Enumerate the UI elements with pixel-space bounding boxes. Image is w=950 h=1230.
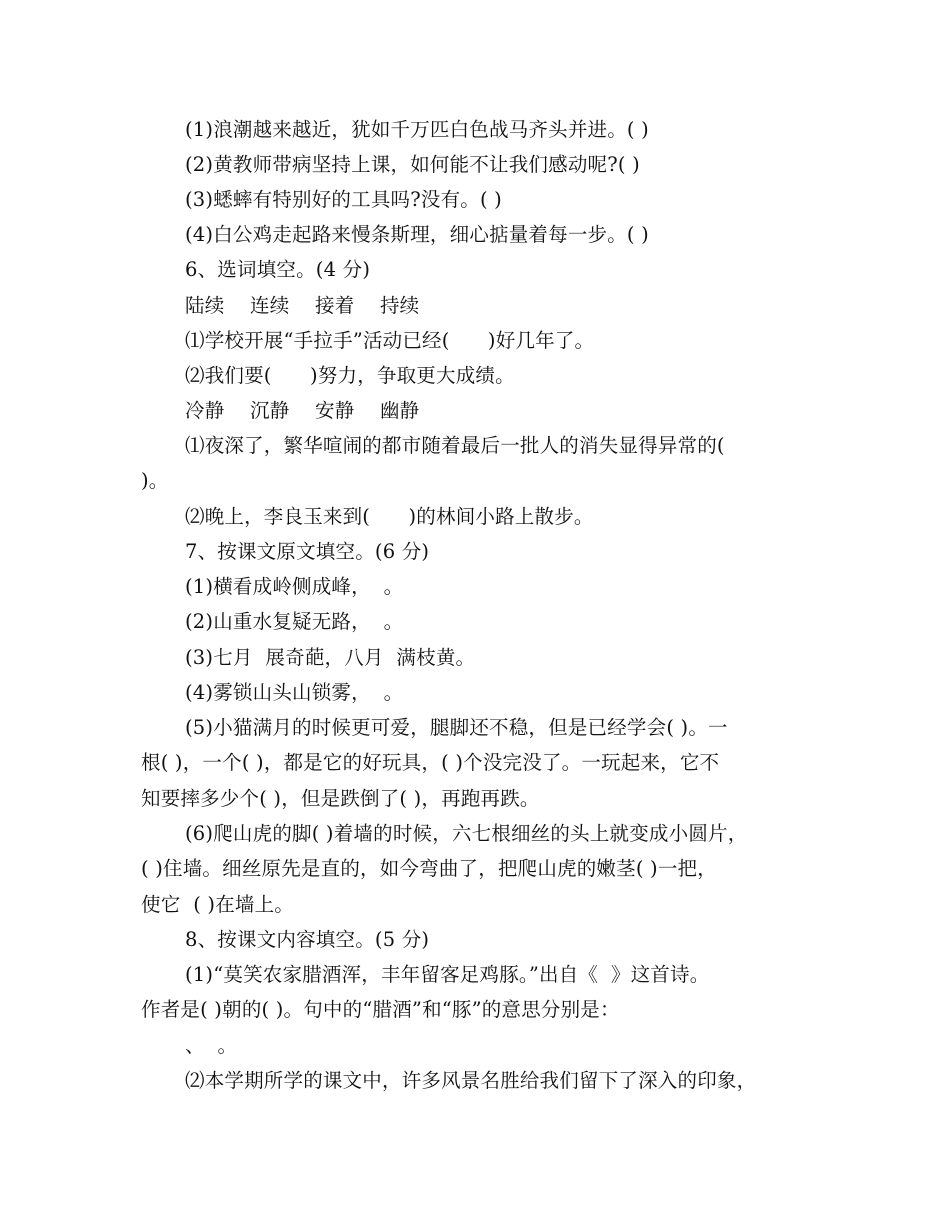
text-line: ⑴夜深了，繁华喧闹的都市随着最后一批人的消失显得异常的( [185,434,725,457]
text-line: (2)黄教师带病坚持上课，如何能不让我们感动呢?( ) [185,153,640,176]
text-line: (1)浪潮越来越近，犹如千万匹白色战马齐头并进。( ) [185,118,649,141]
text-line: 根( )，一个( )，都是它的好玩具，( )个没完没了。一玩起来，它不 [141,751,720,774]
section-heading: 6、选词填空。(4 分) [185,258,371,281]
text-line: 作者是( )朝的( )。句中的“腊酒”和“豚”的意思分别是： [141,998,620,1021]
text-line: ⑵晚上，李良玉来到( )的林间小路上散步。 [185,505,594,528]
text-line: 知要摔多少个( )，但是跌倒了( )，再跑再跌。 [141,787,540,810]
text-line: (1)横看成岭侧成峰， 。 [185,575,404,598]
section-heading: 7、按课文原文填空。(6 分) [185,540,430,563]
text-line: ⑵本学期所学的课文中，许多风景名胜给我们留下了深入的印象， [185,1069,757,1092]
text-line: ⑴学校开展“手拉手”活动已经( )好几年了。 [185,329,595,352]
text-line: ⑵我们要( )努力，争取更大成绩。 [185,364,515,387]
text-line: (6)爬山虎的脚( )着墙的时候，六七根细丝的头上就变成小圆片， [185,822,748,845]
section-heading: 8、按课文内容填空。(5 分) [185,928,430,951]
text-line: 使它 ( )在墙上。 [141,893,295,916]
text-line: (4)白公鸡走起路来慢条斯理，细心掂量着每一步。( ) [185,223,649,246]
text-line: ( )住墙。细丝原先是直的，如今弯曲了，把爬山虎的嫩茎( )一把， [141,857,717,880]
text-line: (4)雾锁山头山锁雾， 。 [185,681,404,704]
text-line: (1)“莫笑农家腊酒浑，丰年留客足鸡豚。”出自《 》这首诗。 [185,963,710,986]
text-line: (5)小猫满月的时候更可爱，腿脚还不稳，但是已经学会( )。一 [185,716,728,739]
text-line: (2)山重水复疑无路， 。 [185,610,404,633]
text-line: )。 [141,469,169,492]
text-line: 、 。 [185,1034,238,1057]
word-options: 冷静 沉静 安静 幽静 [185,399,420,422]
word-options: 陆续 连续 接着 持续 [185,294,420,317]
text-line: (3)蟋蟀有特别好的工具吗?没有。( ) [185,188,502,211]
text-line: (3)七月 展奇葩，八月 满枝黄。 [185,646,476,669]
